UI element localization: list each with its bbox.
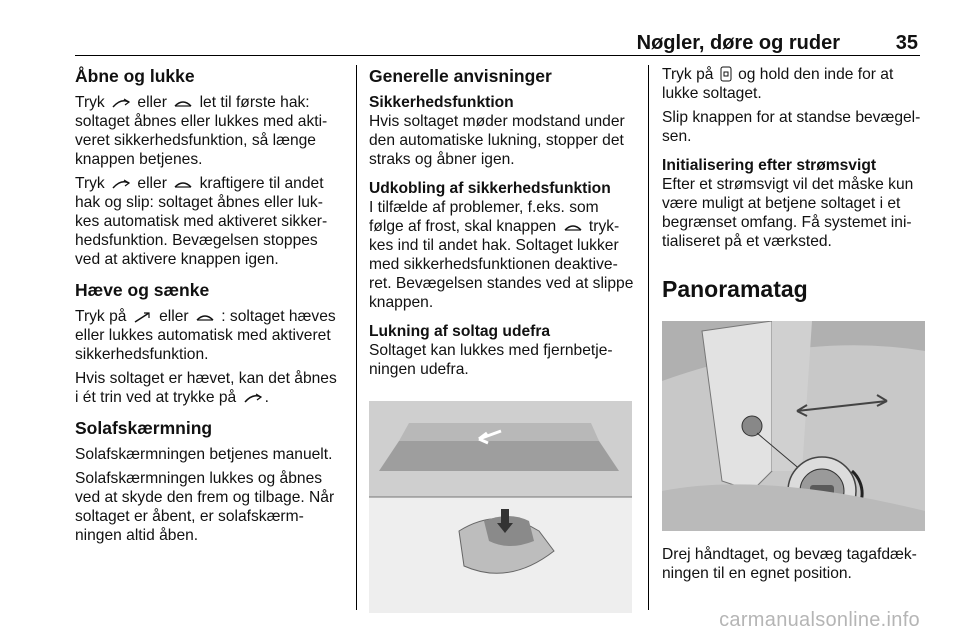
sunroof-open-icon [243,391,263,405]
key-lock-icon [720,66,732,82]
paragraph: Solafskærmningen lukkes og åbnes ved at skyde den frem og tilbage. Når soltaget er åbent, er solafskærm-ningen altid åben. [75,470,335,544]
column-3 [662,65,930,588]
paragraph [369,322,634,379]
text: kraftigere til andet hak og slip: soltaget åbnes eller luk-kes automatisk med aktiveret sikker-hedsfunktion. Bevægelsen stoppes ved at aktivere knappen igen. [75,175,328,268]
text: Tryk [75,175,105,192]
sunroof-close-icon [563,220,583,234]
paragraph [75,307,343,364]
page-number: 35 [895,32,918,54]
paragraph [369,179,634,312]
sunroof-close-icon [195,310,215,324]
sunroof-key-drawing [369,401,632,613]
paragraph: Drej håndtaget, og bevæg tagafdæk-ningen til en egnet position. [662,546,917,582]
section-title-open-close: Åbne og lukke [75,66,195,86]
sunroof-key-illustration [369,401,632,613]
text: let til første hak: soltaget åbnes eller lukkes med akti-veret sikkerhedsfunktion, så længe knappen betjenes. [75,94,328,168]
sunroof-open-icon [111,96,131,110]
panorama-roof-illustration [662,321,925,531]
section-title-panorama: Panoramatag [662,276,808,302]
section-title-raise-lower: Hæve og sænke [75,280,210,300]
paragraph [369,93,634,169]
text: Tryk på [75,308,127,325]
sunroof-close-icon [173,177,193,191]
panorama-roof-drawing [662,321,925,531]
text: Hvis soltaget møder modstand under den automatiske lukning, stopper det straks og åbner igen. [369,113,625,168]
column-2 [369,65,634,613]
text: tryk-kes ind til andet hak. Soltaget lukker med sikkerhedsfunktionen deaktive-ret. Bevægelsen standes ved at slippe knappen. [369,218,634,311]
subheading: Sikkerhedsfunktion [369,94,514,111]
chapter-title: Nøgler, døre og ruder [636,32,840,54]
column-divider-1 [356,65,357,610]
subheading: Lukning af soltag udefra [369,323,551,340]
text: : soltaget hæves eller lukkes automatisk med aktiveret sikkerhedsfunktion. [75,308,336,363]
column-divider-2 [648,65,649,610]
text: Tryk [75,94,105,111]
section-title-sunshade: Solafskærmning [75,418,213,438]
text: eller [137,175,167,192]
text: Tryk på [662,66,714,83]
paragraph [75,174,343,269]
sunroof-open-icon [111,177,131,191]
paragraph [662,65,930,103]
sunroof-raise-icon [133,310,153,324]
header-rule [75,55,920,56]
text: Soltaget kan lukkes med fjernbetje-ningen udefra. [369,342,613,378]
paragraph: Slip knappen for at standse bevægel-sen. [662,109,921,145]
text: I tilfælde af problemer, f.eks. som følge af frost, skal knappen [369,199,599,235]
paragraph: Solafskærmningen betjenes manuelt. [75,446,333,463]
paragraph [662,156,930,251]
paragraph [75,369,343,407]
text: eller [159,308,189,325]
column-1 [75,65,343,550]
text: Hvis soltaget er hævet, kan det åbnes i ét trin ved at trykke på [75,370,337,406]
text: og hold den inde for at lukke soltaget. [662,66,894,102]
text: eller [137,94,167,111]
paragraph [75,93,343,169]
watermark: carmanualsonline.info [719,609,920,631]
sunroof-close-icon [173,96,193,110]
section-title-general: Generelle anvisninger [369,66,552,86]
subheading: Initialisering efter strømsvigt [662,157,877,174]
subheading: Udkobling af sikkerhedsfunktion [369,180,611,197]
text: Efter et strømsvigt vil det måske kun være muligt at betjene soltaget i et begrænset omfang. Få systemet ini-tialiseret på et værksted. [662,176,914,250]
text: . [264,389,269,406]
